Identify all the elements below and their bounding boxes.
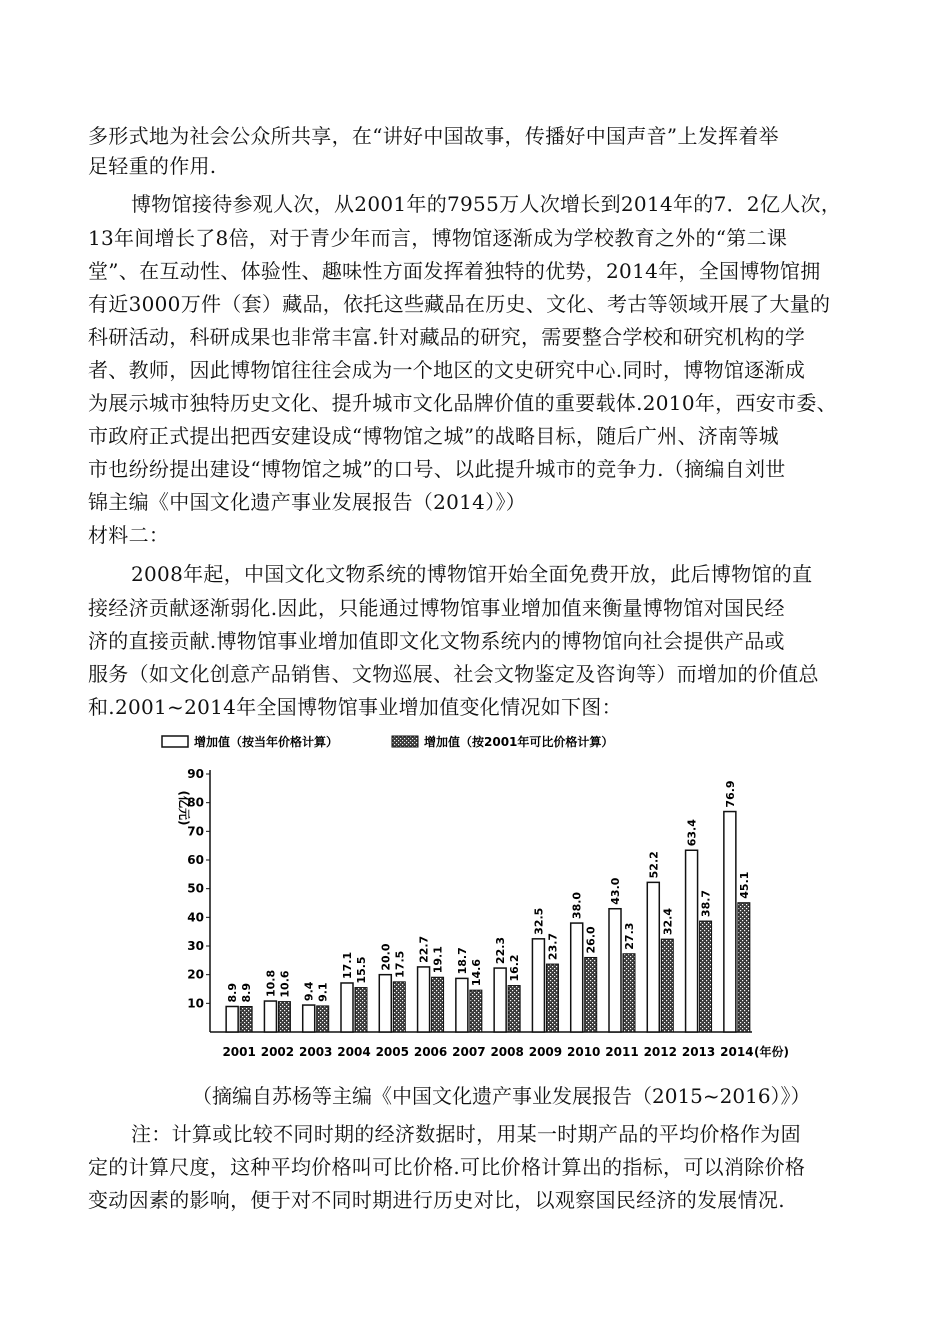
data-label-current-price: 43.0 [609,877,622,905]
data-label-current-price: 22.7 [417,935,431,963]
paragraph-line: 锦主编《中国文化遗产事业发展报告（2014）》） [88,490,527,514]
paragraph-line: 13年间增长了8倍，对于青少年而言，博物馆逐渐成为学校教育之外的“第二课 [88,226,788,250]
y-tick-label: 90 [187,767,204,781]
section-heading: 材料二： [88,523,170,547]
data-label-current-price: 63.4 [685,819,699,847]
paragraph-line: 济的直接贡献.博物馆事业增加值即文化文物系统内的博物馆向社会提供产品或 [88,629,785,653]
x-tick-label: 2004 [337,1045,371,1059]
data-label-current-price: 76.9 [723,780,737,808]
paragraph-line: 市也纷纷提出建设“博物馆之城”的口号、以此提升城市的竞争力.（摘编自刘世 [88,457,786,481]
x-tick-label: 2003 [299,1045,333,1059]
bar-comparable-price [623,954,635,1032]
paragraph-line: 和.2001~2014年全国博物馆事业增加值变化情况如下图： [88,695,622,719]
data-label-current-price: 22.3 [494,936,508,965]
paragraph-line: 足轻重的作用. [88,154,217,178]
bar-comparable-price [508,986,520,1032]
bar-chart [160,730,800,1070]
bar-comparable-price [278,1002,290,1032]
paragraph-line: 有近3000万件（套）藏品，依托这些藏品在历史、文化、考古等领域开展了大量的 [88,292,831,316]
data-label-comparable-price: 17.5 [393,950,407,978]
x-tick-label: 2012 [643,1045,677,1059]
data-label-comparable-price: 26.0 [584,926,598,954]
legend-swatch-current-price [162,736,188,747]
bar-comparable-price [585,957,597,1032]
bar-current-price [686,850,698,1032]
x-tick-label: 2001 [222,1045,256,1059]
data-label-current-price: 52.2 [647,851,661,879]
data-label-current-price: 38.0 [570,891,584,920]
data-label-current-price: 10.8 [264,969,278,998]
paragraph-line: 科研活动，科研成果也非常丰富.针对藏品的研究，需要整合学校和研究机构的学 [88,325,806,349]
bar-comparable-price [700,921,712,1032]
y-tick-label: 10 [187,996,204,1011]
paragraph-line: 2008年起，中国文化文物系统的博物馆开始全面免费开放，此后博物馆的直 [131,562,813,586]
data-label-current-price: 9.4 [302,981,316,1002]
y-tick-label: 40 [187,910,204,925]
bar-comparable-price [240,1006,252,1032]
data-label-comparable-price: 23.7 [546,932,560,961]
note-line: 注：计算或比较不同时期的经济数据时，用某一时期产品的平均价格作为固 [131,1122,801,1146]
bar-current-price [456,978,468,1032]
bar-comparable-price [432,977,444,1032]
bar-current-price [264,1001,276,1032]
bar-current-price [379,975,391,1032]
note-line: 定的计算尺度，这种平均价格叫可比价格.可比价格计算出的指标，可以消除价格 [88,1155,806,1179]
bar-comparable-price [317,1006,329,1032]
data-label-comparable-price: 9.1 [316,982,330,1002]
paragraph-line: 市政府正式提出把西安建设成“博物馆之城”的战略目标，随后广州、济南等城 [88,424,779,448]
bar-chart-svg [160,730,800,1070]
bar-current-price [647,882,659,1032]
data-label-comparable-price: 27.3 [623,922,636,950]
bar-comparable-price [393,982,405,1032]
x-tick-label: 2005 [375,1045,409,1059]
data-label-current-price: 18.7 [455,947,469,975]
data-label-comparable-price: 38.7 [699,889,713,918]
data-label-comparable-price: 10.6 [278,970,292,998]
bar-current-price [724,812,736,1032]
legend-label-comparable-price: 增加值（按2001年可比价格计算） [424,735,614,749]
data-label-comparable-price: 8.9 [240,982,254,1003]
x-tick-label: 2002 [260,1045,295,1059]
x-tick-label: 2009 [528,1045,563,1059]
bar-current-price [494,968,506,1032]
y-tick-label: 50 [187,881,204,896]
legend-label-current-price: 增加值（按当年价格计算） [194,735,339,749]
x-tick-label: 2007 [452,1045,486,1059]
data-label-comparable-price: 16.2 [508,954,522,982]
bar-current-price [609,909,621,1032]
paragraph-line: 接经济贡献逐渐弱化.因此，只能通过博物馆事业增加值来衡量博物馆对国民经 [88,596,785,620]
bar-current-price [571,923,583,1032]
data-label-current-price: 8.9 [226,982,240,1003]
data-label-current-price: 20.0 [379,943,393,971]
x-tick-label: 2006 [413,1045,448,1059]
bar-comparable-price [355,988,367,1032]
bar-comparable-price [738,903,750,1032]
data-label-current-price: 32.5 [532,907,546,935]
x-axis-label: (年份) [754,1045,789,1059]
y-tick-label: 80 [187,795,204,810]
bar-comparable-price [470,990,482,1032]
bar-current-price [532,939,544,1032]
paragraph-line: 多形式地为社会公众所共享，在“讲好中国故事，传播好中国声音”上发挥着举 [88,124,779,148]
bar-comparable-price [546,964,558,1032]
bar-current-price [226,1006,238,1032]
bar-comparable-price [661,939,673,1032]
y-axis-label: (亿元) [177,790,191,826]
data-label-comparable-price: 19.1 [431,946,445,974]
paragraph-line: 为展示城市独特历史文化、提升城市文化品牌价值的重要载体.2010年，西安市委、 [88,391,837,415]
bar-current-price [341,983,353,1032]
x-tick-label: 2011 [605,1045,639,1059]
data-label-comparable-price: 45.1 [737,871,751,899]
data-label-comparable-price: 32.4 [661,907,675,936]
x-tick-label: 2010 [567,1045,601,1059]
data-label-current-price: 17.1 [341,951,354,979]
x-tick-label: 2008 [490,1045,524,1059]
bar-current-price [418,967,430,1032]
y-tick-label: 20 [187,967,204,982]
paragraph-line: 服务（如文化创意产品销售、文物巡展、社会文物鉴定及咨询等）而增加的价值总 [88,662,819,686]
note-line: 变动因素的影响，便于对不同时期进行历史对比，以观察国民经济的发展情况. [88,1188,785,1212]
paragraph-line: 者、教师，因此博物馆往往会成为一个地区的文史研究中心.同时，博物馆逐渐成 [88,358,806,382]
y-tick-label: 70 [187,824,204,839]
paragraph-line: 堂”、在互动性、体验性、趣味性方面发挥着独特的优势，2014年，全国博物馆拥 [88,259,821,283]
data-label-comparable-price: 15.5 [355,956,368,984]
figure-caption: （摘编自苏杨等主编《中国文化遗产事业发展报告（2015~2016）》） [192,1084,811,1108]
x-tick-label: 2013 [681,1045,716,1059]
y-tick-label: 60 [187,853,204,867]
data-label-comparable-price: 14.6 [469,959,483,987]
y-tick-label: 30 [187,939,204,953]
paragraph-line: 博物馆接待参观人次，从2001年的7955万人次增长到2014年的7．2亿人次， [131,192,842,216]
x-tick-label: 2014 [720,1045,754,1059]
legend-swatch-comparable-price [392,736,418,747]
bar-current-price [303,1005,315,1032]
